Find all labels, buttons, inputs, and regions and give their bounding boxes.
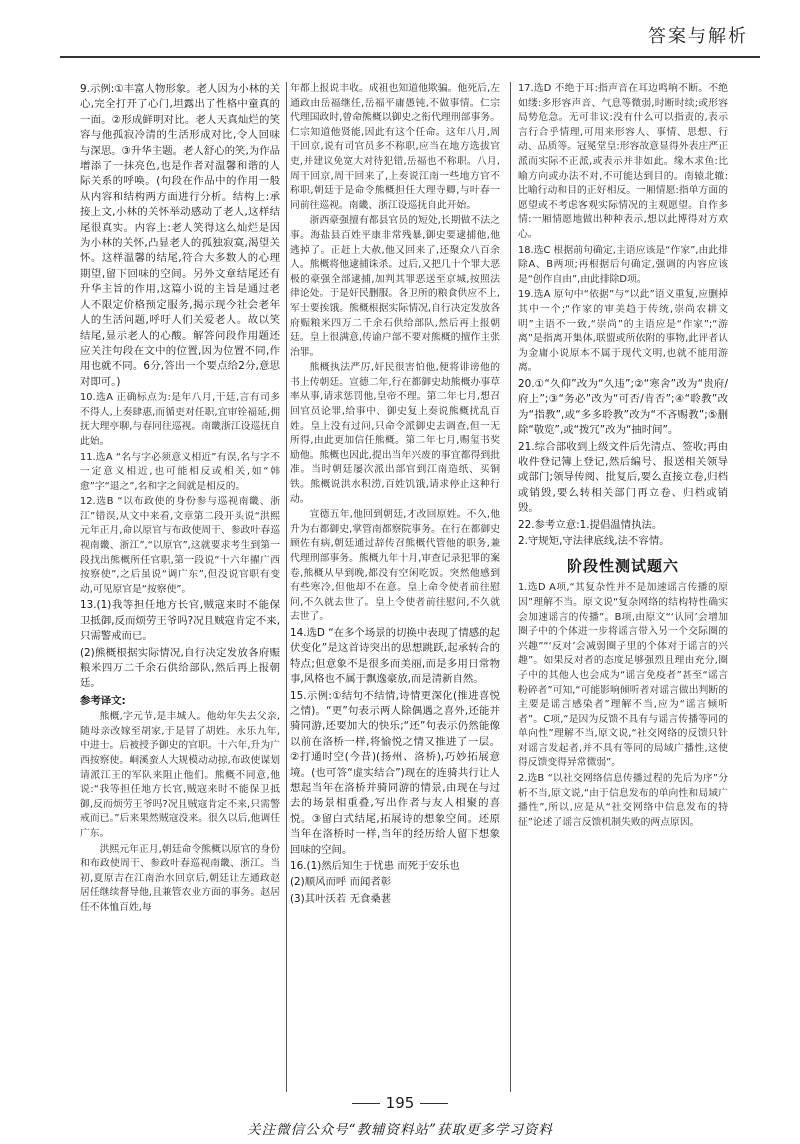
page-header <box>0 0 800 60</box>
answer-paragraph: (2)熊概根据实际情况,自行决定发放各府赈粮米四万二千余石供给部队,然后再上报朝廷。 <box>80 646 280 690</box>
answer-paragraph: 2.选B “以社交网络信息传播过程的先后为序”分析不当,原文说,“由于信息发布的单向性和局域广播性”,所以,应是从“社交网络中信息发布的特征”论述了谣言反馈机制失败的两点原因。 <box>518 773 728 828</box>
header-title: 答案与解析 <box>648 26 748 47</box>
answer-paragraph: 16.(1)然后知生于忧患 而死于安乐也 <box>290 860 460 873</box>
answer-paragraph: (2)顺风而呼 而闻者彰 <box>290 876 392 889</box>
column-divider <box>510 82 511 1092</box>
answer-paragraph: 14.选D “在多个场景的切换中表现了情感的起伏变化”是这首诗突出的思想跳跃,起承转合的特点;但意象不是很多而美丽,而是多用日常物事,风格也不属于飘逸豪放,而是清新自然。 <box>290 626 500 686</box>
answer-paragraph: 浙西豪强擅有都县官员的短处,长期做不法之事。海盐县百姓平康非常残暴,御史要逮捕他,他逃掉了。正赶上大赦,他又回来了,还聚众八百余人。熊概将他逮捕诛杀。过后,又把几十个罪大恶极的豪强全部逮捕,加判其罪恶送至京城,按照法律论处。于是奸民删服。各卫所的粮食供应不上,军士要挨饿。熊概根据实际情况,自行决定发放各府赈粮米四万二千余石供给部队,然后再上报朝廷。皇上很满意,传谕户部不要对熊概的擅作主张治罪。 <box>290 215 500 358</box>
answer-paragraph: 年都上报说丰收。成祖也知道他欺骗。他死后,左通政由岳福继任,岳福平庸愚钝,不做事情。仁宗代理国政时,曾命熊概以御史之衔代理刑部事务。仁宗知道他贤能,因此有这个任命。这年八月,周干回京,说有司官员多不称职,应当在地方选拔官吏,并建议免宽大对待犯错,岳福也不称职。八月,周干回京,周干回来了,上奏说江南一些地方官不称职,朝廷于是命令熊概担任大理寺卿,与叶春一同前往巡视。南畿、浙江设巡抚自此开始。 <box>290 83 500 211</box>
header-rule <box>60 56 760 58</box>
answer-paragraph: 1.选D A项,“其复杂性并不是加速谣言传播的原因”理解不当。原文说“复杂网络的结构特性确实会加速谣言的传播”。B项,由原文“‘认同’会增加圈子中的个体进一步将谣言带入另一个交际圈的兴趣”“‘反对’会减弱圈子里的个体对于谣言的兴趣”。如果反对者的态度足够强烈且理由充分,圈子中的其他人也会成为“谣言免疫者”甚至“谣言粉碎者”可知,“可能影响倾听者对谣言做出判断的主要是谣言感染者”理解不当,应为“谣言倾听者”。C项,“是因为反馈不具有与谣言传播等同的单向性”理解不当,原文说,“社交网络的反馈只针对谣言发起者,并不具有等同的局域广播性,这使得反馈变得异常微弱”。 <box>518 582 728 769</box>
answer-column-middle <box>290 82 500 1072</box>
answer-paragraph: 熊概,字元节,是丰城人。他幼年失去父亲,随母亲改嫁至胡家,于是冒了胡姓。永乐九年,中进士。后被授予御史的官职。十六年,升为广西按察使。峒溪蛮人大规模动动掠,布政使谋划请派江王的军队来阻止他们。熊概不同意,他说:“我等担任地方长官,贼寇来时不能保卫抵御,反而烦劳王爷吗?况且贼寇肯定不来,只需警戒而已。”后来果然贼寇没来。很久以后,他调任广东。 <box>80 711 280 840</box>
answer-paragraph: 10.选A 正确标点为:是年八月,干廷,言有司多不得人,上奏肆惠,而循吏对任职,宜审铨福延,拥抚大理亭聊,与春同往巡视。南畿浙江设巡抚自此始。 <box>80 392 280 447</box>
section-heading: 阶段性测试题六 <box>566 557 679 576</box>
answer-paragraph: 17.选D 不绝于耳:指声音在耳边鸣响不断。不绝如缕:多形容声音、气息等微弱,时断时续;或形容局势危急。无可非议:没有什么可以指责的,表示言行合乎情理,可用来形容人、事情、思想、行动、品质等。冠冕堂皇:形容故意显得外表庄严正派而实际不正派,或表示并非如此。缘木求鱼:比喻方向或办法不对,不可能达到目的。南辕北辙:比喻行动和目的正好相反。一厢情愿:指单方面的愿望或不考虑客观实际情况的主观愿望。自作多情:一厢情愿地做出种种表示,想以此博得对方欢心。 <box>518 83 728 240</box>
answer-column-left <box>80 82 280 1072</box>
answer-paragraph: 2.守规矩,守法律底线,法不容情。 <box>518 534 670 547</box>
answer-paragraph: 12.选B “以布政使的身份参与巡视南畿、浙江”错误,从文中来看,文章第二段开头说“洪熙元年正月,命以原官与布政使周干、参政叶春巡视南畿、浙江”,“以原官”,这就要求考生到第一段找出熊概所任官职,第一段说“十六年擢广西按察使”,之后虽说“调广东”,但没说官职有变动,可见原官是“按察使”。 <box>80 496 280 595</box>
answer-paragraph: 22.参考立意:1.提倡温情执法。 <box>518 518 663 531</box>
page-number-dash <box>352 1103 380 1104</box>
answer-paragraph: 15.示例:①结句不结情,诗情更深化(推进喜悦之情)。“更”句表示两人除偶遇之喜外,还能并骑同游,还要加大的快乐;“还”句表示仍然能像以前在洛桥一样,将愉悦之情又推进了一层。②打通时空(今昔)(扬州、洛桥),巧妙拓展意境。(也可答“虚实结合”)现在的连骑共行让人想起当年在洛桥并骑同游的情景,由现在与过去的场景相重叠,写出作者与友人相聚的喜悦。③留白式结尾,拓展诗的想象空间。还原当年在洛桥时一样,当年的经历给人留下想象回味的空间。 <box>290 689 500 856</box>
page-number-dash <box>420 1103 448 1104</box>
answer-paragraph: 11.选A “名与字必须意义相近”有误,名与字不一定意义相近,也可能相反或相关,如“韩愈”字“退之”,名和字之间就是相反的。 <box>80 451 280 492</box>
answer-paragraph: 13.(1)我等担任地方长官,贼寇来时不能保卫抵御,反而烦劳王爷吗?况且贼寇肯定不来,只需警戒而已。 <box>80 599 280 643</box>
answer-paragraph: 熊概执法严厉,奸民很害怕他,便将诽谤他的书上传朝廷。宣德二年,行在都御史劫熊概办事草率从事,请求惩罚他,皇帝不理。第二年七月,想召回官员论罪,给事中、御史复上奏说熊概扰乱百姓。皇上没有过问,只命令派御史去调查,但一无所得,由此更加信任熊概。第二年七月,赐玺书奖励他。熊概也因此,提出当年兴废的事宜都得到批准。当时朝廷屡次派出部官到江南造纸、买铜铁。熊概说洪水积涝,百姓饥饿,请求停止这种行动。 <box>290 362 500 505</box>
answer-column-right <box>518 82 728 1072</box>
answer-paragraph: 18.选C 根据前句确定,主语应该是“作家”,由此排除A、B两项;再根据后句确定,强调的内容应该是“创作自由”,由此排除D项。 <box>518 244 728 285</box>
answer-paragraph: 洪熙元年正月,朝廷命令熊概以原官的身份和布政使周干、参政叶春巡视南畿、浙江。当初,夏原吉在江南治水回京后,朝廷让左通政赵居任继续督导他,且兼管农业方面的事务。赵居任不体恤百姓,每 <box>80 843 280 913</box>
sub-heading: 参考译文: <box>80 694 126 707</box>
footer-promo-text: 关注微信公众号“教辅资料站”获取更多学习资料 <box>247 1122 553 1138</box>
answer-paragraph: 20.①“久仰”改为“久违”;②“寒舍”改为“贵府/府上”;③“务必”改为“可否/肯否”;④“聆教”改为“指教”,或“多多聆教”改为“不吝赐教”;⑤删除“敬览”,或“拨冗”改为“抽时间”。 <box>518 377 728 437</box>
column-divider <box>286 82 287 1092</box>
page-number <box>0 1094 800 1112</box>
page-number-text: 195 <box>385 1094 415 1112</box>
answer-paragraph: 19.选A 原句中“依据”与“以此”语义重复,应删掉其中一个;“作家的审美趋于传统,崇尚农耕文明”主语不一致,“崇尚”的主语应是“作家”;“游离”是指离开集体,联盟或所依附的事物,此评者认为金庸小说原本不属于现代文明,也就不能用游离。 <box>518 289 728 374</box>
answer-paragraph: 宣德五年,他回到朝廷,才改回原姓。不久,他升为右都御史,掌管南都察院事务。在行在都御史顾佐有病,朝廷通过辞传召熊概代管他的职务,兼代理刑部事务。熊概九年十月,审查记录犯罪的案卷,熊概从早到晚,都没有空闲吃饭。突然他感到有些寒冷,但他却不在意。皇上命令使者前往慰问,不久就去世了。皇上令使者前往慰问,不久就去世了。 <box>290 509 500 623</box>
answer-paragraph: 9.示例:①丰富人物形象。老人因为小林的关心,完全打开了心门,坦露出了性格中童真的一面。②形成鲜明对比。老人天真灿烂的笑容与他孤寂冷清的生活形成对比,令人回味与深思。③升华主题。老人舒心的笑,为作品增添了一抹亮色,也是作者对温馨和谐的人际关系的呼唤。(句段在作品中的作用一般从内容和结构两方面进行分析。结构上:承接上文,小林的关怀举动感动了老人,这样结尾很真实。内容上:老人笑得这么灿烂是因为小林的关怀,凸显老人的孤独寂寞,渴望关怀。这样温馨的结尾,符合大多数人的心理期望,留下回味的空间。另外文章结尾还有升华主旨的作用,这篇小说的主旨是通过老人不限定价格预定服务,揭示现今社会老年人的生活问题,呼吁人们关爱老人。故以笑结尾,显示老人的心酸。解答问段作用题还应关注句段在文中的位置,因为位置不同,作用也就不同。6分,答出一个要点给2分,意思对即可。) <box>80 83 280 388</box>
answer-paragraph: (3)其叶沃若 无食桑葚 <box>290 892 392 905</box>
answer-paragraph: 21.综合部收到上级文件后先清点、签收;再由收件登记簿上登记,然后编号、报送相关领导或部门;领导传阅、批复后,要么直接立卷,归档或销毁,要么转相关部门再立卷、归档或销毁。 <box>518 440 728 515</box>
